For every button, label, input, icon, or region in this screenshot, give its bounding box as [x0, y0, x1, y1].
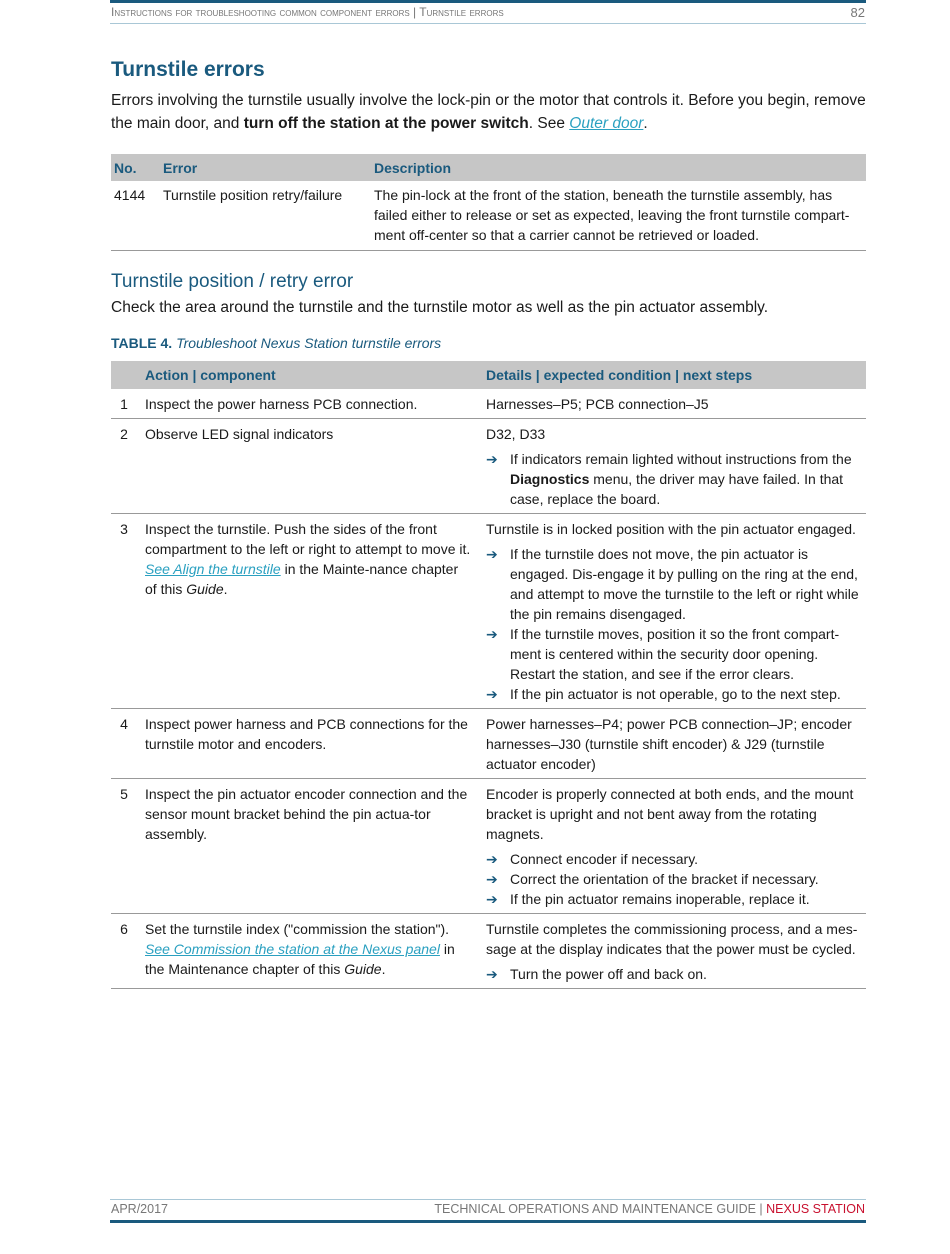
subsection-title: Turnstile position / retry error	[111, 271, 354, 292]
list-item	[486, 624, 862, 684]
arrow-right-icon: ➔	[486, 686, 498, 702]
step-details-text: Encoder is properly connected at both ends, and the mount bracket is upright and not bent away from the rotating magnets.	[486, 786, 854, 842]
step-number: 2	[111, 419, 141, 514]
list-item	[486, 544, 862, 624]
step-action-end: .	[381, 961, 386, 977]
running-head	[111, 5, 865, 23]
running-head-text: Instructions for troubleshooting common component errors | Turnstile errors	[111, 5, 504, 19]
table-row	[111, 181, 866, 251]
step-number: 6	[111, 914, 141, 989]
footer-right	[434, 1202, 865, 1216]
footer-doc-title: TECHNICAL OPERATIONS AND MAINTENANCE GUIDE	[434, 1202, 756, 1216]
bullet-text: Correct the orientation of the bracket if necessary.	[510, 871, 819, 887]
next-steps-list	[486, 964, 862, 984]
intro-text-2: . See	[528, 115, 570, 132]
step-action-text: Inspect the turnstile. Push the sides of the front compartment to the left or right to attempt to move it.	[145, 521, 471, 557]
arrow-right-icon: ➔	[486, 966, 498, 982]
step-number: 5	[111, 779, 141, 914]
col-header-action: Action | component	[141, 361, 482, 389]
table-row	[111, 514, 866, 709]
step-number: 3	[111, 514, 141, 709]
step-action: Inspect the pin actuator encoder connection and the sensor mount bracket behind the pin actua-tor assembly.	[141, 779, 482, 914]
subsection-text: Check the area around the turnstile and the turnstile motor as well as the pin actuator assembly.	[111, 299, 769, 316]
step-action: Inspect the power harness PCB connection.	[141, 389, 482, 419]
step-action: Inspect power harness and PCB connections for the turnstile motor and encoders.	[141, 709, 482, 779]
step-details	[482, 389, 866, 419]
arrow-right-icon: ➔	[486, 546, 498, 562]
bullet-text: If indicators remain lighted without instructions from the	[510, 451, 852, 467]
col-header-error: Error	[160, 154, 371, 181]
table-row	[111, 779, 866, 914]
intro-end: .	[643, 115, 648, 132]
col-header-details: Details | expected condition | next steps	[482, 361, 866, 389]
col-header-description: Description	[371, 154, 866, 181]
list-item	[486, 889, 862, 909]
outer-door-link[interactable]: Outer door	[569, 115, 644, 132]
arrow-right-icon: ➔	[486, 851, 498, 867]
step-number: 4	[111, 709, 141, 779]
step-action: Observe LED signal indicators	[141, 419, 482, 514]
troubleshoot-table	[111, 361, 866, 989]
diagnostics-menu-name: Diagnostics	[510, 471, 590, 487]
bullet-text: Turn the power off and back on.	[510, 966, 707, 982]
bullet-text: If the pin actuator is not operable, go to the next step.	[510, 686, 841, 702]
footer-brand: NEXUS STATION	[766, 1202, 865, 1216]
bullet-text: Connect encoder if necessary.	[510, 851, 699, 867]
page-number: 82	[850, 5, 865, 20]
step-details-text: Power harnesses–P4; power PCB connection–JP; encoder harnesses–J30 (turnstile shift encoder) & J29 (turnstile actuator encoder)	[486, 716, 852, 772]
bullet-text-2: menu, the driver may have failed. In that case, replace the board.	[510, 471, 844, 507]
table-row	[111, 914, 866, 989]
step-details	[482, 709, 866, 779]
bullet-text: If the turnstile moves, position it so the front compart-ment is centered within the security door opening. Restart the station, and see if the error clears.	[510, 626, 840, 682]
top-rule	[110, 0, 866, 3]
section-title: Turnstile errors	[111, 58, 265, 81]
footer-separator: |	[755, 1202, 767, 1216]
guide-title: Guide	[186, 581, 224, 597]
bullet-text: If the turnstile does not move, the pin actuator is engaged. Dis-engage it by pulling on the ring at the end, and attempt to move the turnstile to the left or right while the pin remains disengaged.	[510, 546, 859, 622]
error-table-header	[111, 154, 866, 181]
intro-bold-text: turn off the station at the power switch	[243, 115, 529, 132]
list-item	[486, 964, 862, 984]
step-action	[141, 514, 482, 709]
step-details	[482, 514, 866, 709]
bullet-text: If the pin actuator remains inoperable, replace it.	[510, 891, 810, 907]
section-intro	[111, 89, 866, 135]
intro-text: Errors involving the turnstile usually involve the lock-pin or the motor that controls it. Before you begin, remove the main door, and	[111, 92, 866, 132]
step-action-end: .	[223, 581, 228, 597]
step-details-text: Harnesses–P5; PCB connection–J5	[486, 396, 709, 412]
table-caption-label: TABLE 4.	[111, 335, 173, 351]
step-number: 1	[111, 389, 141, 419]
next-steps-list	[486, 849, 862, 909]
next-steps-list	[486, 544, 862, 704]
list-item	[486, 869, 862, 889]
step-details-text: Turnstile completes the commissioning process, and a mes-sage at the display indicates that the power must be cycled.	[486, 921, 858, 957]
table-caption	[111, 335, 441, 351]
col-header-no: No.	[111, 154, 160, 181]
error-description: The pin-lock at the front of the station, beneath the turnstile assembly, has failed either to release or set as expected, leaving the front turnstile compart-ment off-center so that a carrier cannot be retrieved or loaded.	[371, 181, 866, 251]
step-action-text-2: in the Maintenance chapter of this	[145, 941, 455, 977]
commission-station-link[interactable]: See Commission the station at the Nexus panel	[145, 941, 440, 957]
guide-title: Guide	[344, 961, 382, 977]
arrow-right-icon: ➔	[486, 451, 498, 467]
arrow-right-icon: ➔	[486, 891, 498, 907]
error-table	[111, 154, 866, 251]
step-action-text: Set the turnstile index ("commission the station").	[145, 921, 450, 937]
step-action-text-2: in the Mainte-nance chapter of this	[145, 561, 459, 597]
list-item	[486, 849, 862, 869]
next-steps-list	[486, 449, 862, 509]
table-row	[111, 419, 866, 514]
table-row	[111, 709, 866, 779]
error-code: 4144	[111, 181, 160, 251]
align-turnstile-link[interactable]: See Align the turnstile	[145, 561, 281, 577]
footer-date: APR/2017	[111, 1202, 168, 1216]
step-details	[482, 779, 866, 914]
troubleshoot-table-header	[111, 361, 866, 389]
footer-divider	[110, 1199, 866, 1200]
step-action	[141, 914, 482, 989]
bottom-rule	[110, 1220, 866, 1223]
step-details-text: Turnstile is in locked position with the pin actuator engaged.	[486, 521, 856, 537]
arrow-right-icon: ➔	[486, 626, 498, 642]
table-caption-title: Troubleshoot Nexus Station turnstile errors	[176, 335, 442, 351]
col-header-step	[111, 361, 141, 389]
header-divider	[110, 23, 866, 24]
step-details-text: D32, D33	[486, 426, 546, 442]
list-item	[486, 449, 862, 509]
page-footer	[111, 1202, 865, 1216]
table-row	[111, 389, 866, 419]
arrow-right-icon: ➔	[486, 871, 498, 887]
error-name: Turnstile position retry/failure	[160, 181, 371, 251]
step-details	[482, 914, 866, 989]
list-item	[486, 684, 862, 704]
step-details	[482, 419, 866, 514]
